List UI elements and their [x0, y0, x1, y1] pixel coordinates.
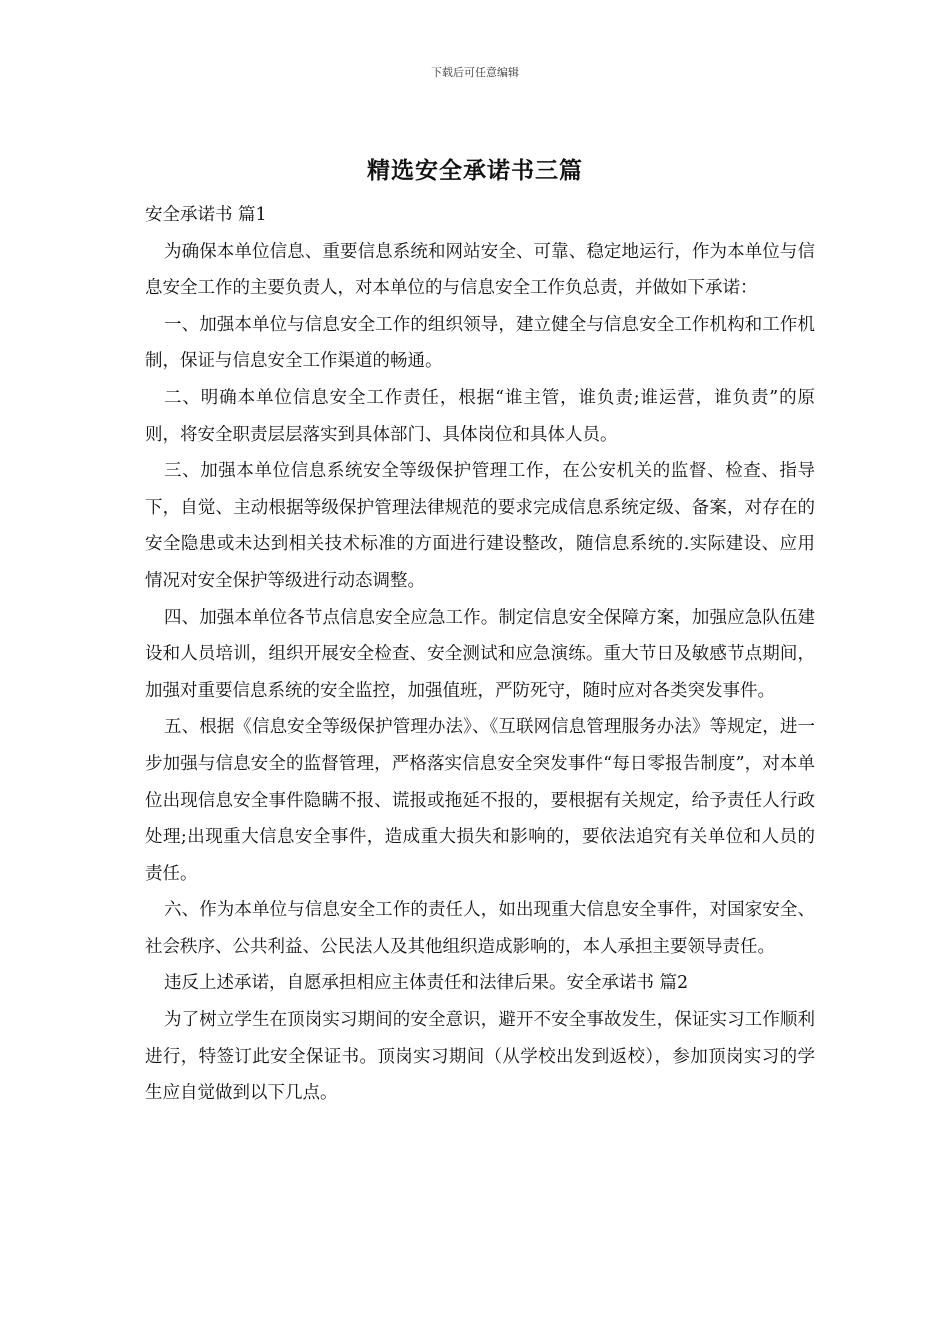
paragraph: 一、加强本单位与信息安全工作的组织领导，建立健全与信息安全工作机构和工作机制，保证与信息安全工作渠道的畅通。 — [145, 314, 815, 372]
paragraph: 为了树立学生在顶岗实习期间的安全意识，避开不安全事故发生，保证实习工作顺利进行，特签订此安全保证书。顶岗实习期间（从学校出发到返校），参加顶岗实习的学生应自觉做到以下几点。 — [145, 1010, 815, 1104]
header-note: 下载后可任意编辑 — [431, 66, 519, 79]
paragraph: 为确保本单位信息、重要信息系统和网站安全、可靠、稳定地运行，作为本单位与信息安全工作的主要负责人，对本单位的与信息安全工作负总责，并做如下承诺： — [145, 241, 815, 299]
section-heading: 安全承诺书 篇1 — [145, 205, 267, 225]
paragraph: 二、明确本单位信息安全工作责任，根据“谁主管，谁负责;谁运营，谁负责”的原则，将安全职责层层落实到具体部门、具体岗位和具体人员。 — [145, 387, 815, 445]
document-title: 精选安全承诺书三篇 — [367, 158, 583, 184]
document-body — [145, 197, 815, 1112]
paragraph: 违反上述承诺，自愿承担相应主体责任和法律后果。安全承诺书 篇2 — [164, 973, 689, 994]
paragraph: 六、作为本单位与信息安全工作的责任人，如出现重大信息安全事件，对国家安全、社会秩序、公共利益、公民法人及其他组织造成影响的，本人承担主要领导责任。 — [145, 900, 815, 957]
paragraph: 三、加强本单位信息系统安全等级保护管理工作，在公安机关的监督、检查、指导下，自觉、主动根据等级保护管理法律规范的要求完成信息系统定级、备案，对存在的安全隐患或未达到相关技术标准的方面进行建设整改，随信息系统的.实际建设、应用情况对安全保护等级进行动态调整。 — [145, 461, 815, 591]
paragraph: 四、加强本单位各节点信息安全应急工作。制定信息安全保障方案，加强应急队伍建设和人员培训，组织开展安全检查、安全测试和应急演练。重大节日及敏感节点期间，加强对重要信息系统的安全监控，加强值班，严防死守，随时应对各类突发事件。 — [145, 607, 815, 701]
paragraph: 五、根据《信息安全等级保护管理办法》、《互联网信息管理服务办法》等规定，进一步加强与信息安全的监督管理，严格落实信息安全突发事件“每日零报告制度”，对本单位出现信息安全事件隐瞒不报、谎报或拖延不报的，要根据有关规定，给予责任人行政处理;出现重大信息安全事件，造成重大损失和影响的，要依法追究有关单位和人员的责任。 — [145, 717, 815, 884]
